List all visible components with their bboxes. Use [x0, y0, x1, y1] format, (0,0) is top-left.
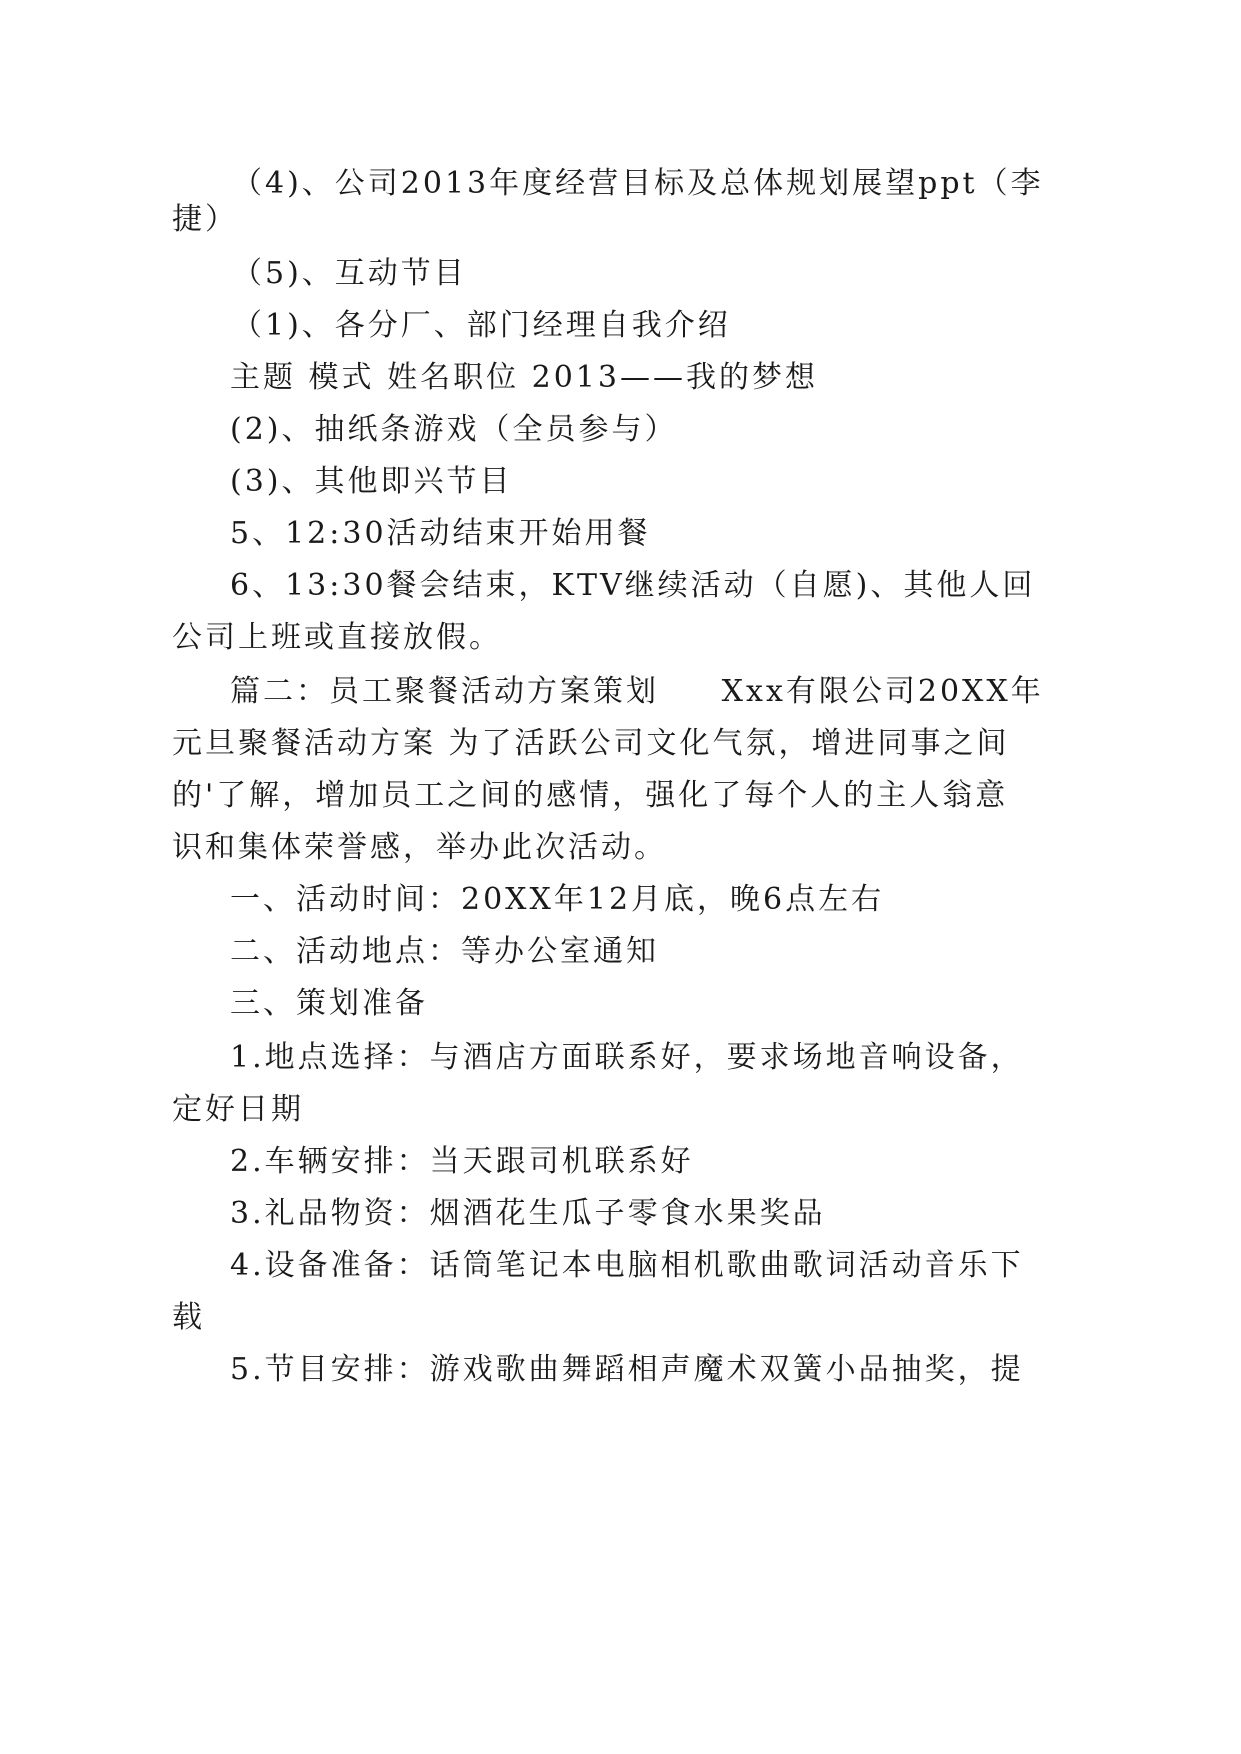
text-line: （4)、公司2013年度经营目标及总体规划展望ppt（李: [232, 166, 1044, 201]
text-line: 元旦聚餐活动方案 为了活跃公司文化气氛，增进同事之间: [172, 726, 1010, 761]
text-line: 定好日期: [172, 1092, 304, 1127]
text-line: 的'了解，增加员工之间的感情，强化了每个人的主人翁意: [172, 778, 1009, 813]
text-line: 三、策划准备: [230, 986, 428, 1021]
text-line: 2.车辆安排：当天跟司机联系好: [230, 1144, 694, 1179]
text-line: （1)、各分厂、部门经理自我介绍: [232, 308, 731, 343]
text-line: 篇二：员工聚餐活动方案策划 Xxx有限公司20XX年: [230, 674, 1044, 709]
text-line: 5、12:30活动结束开始用餐: [230, 516, 651, 551]
text-line: （5)、互动节目: [232, 256, 467, 291]
text-line: (2)、抽纸条游戏（全员参与）: [230, 412, 678, 447]
text-line: (3)、其他即兴节目: [230, 464, 513, 499]
text-line: 5.节目安排：游戏歌曲舞蹈相声魔术双簧小品抽奖，提: [230, 1352, 1024, 1387]
text-line: 识和集体荣誉感，举办此次活动。: [172, 830, 667, 865]
text-line: 1.地点选择：与酒店方面联系好，要求场地音响设备，: [230, 1040, 1024, 1075]
text-line: 主题 模式 姓名职位 2013——我的梦想: [230, 360, 818, 395]
text-line: 二、活动地点：等办公室通知: [230, 934, 659, 969]
text-line: 公司上班或直接放假。: [172, 620, 502, 655]
text-line: 捷）: [172, 202, 238, 237]
text-line: 6、13:30餐会结束，KTV继续活动（自愿)、其他人回: [230, 568, 1036, 603]
text-line: 3.礼品物资：烟酒花生瓜子零食水果奖品: [230, 1196, 826, 1231]
text-line: 一、活动时间：20XX年12月底，晚6点左右: [230, 882, 885, 917]
text-line: 载: [172, 1300, 205, 1335]
text-line: 4.设备准备：话筒笔记本电脑相机歌曲歌词活动音乐下: [230, 1248, 1024, 1283]
